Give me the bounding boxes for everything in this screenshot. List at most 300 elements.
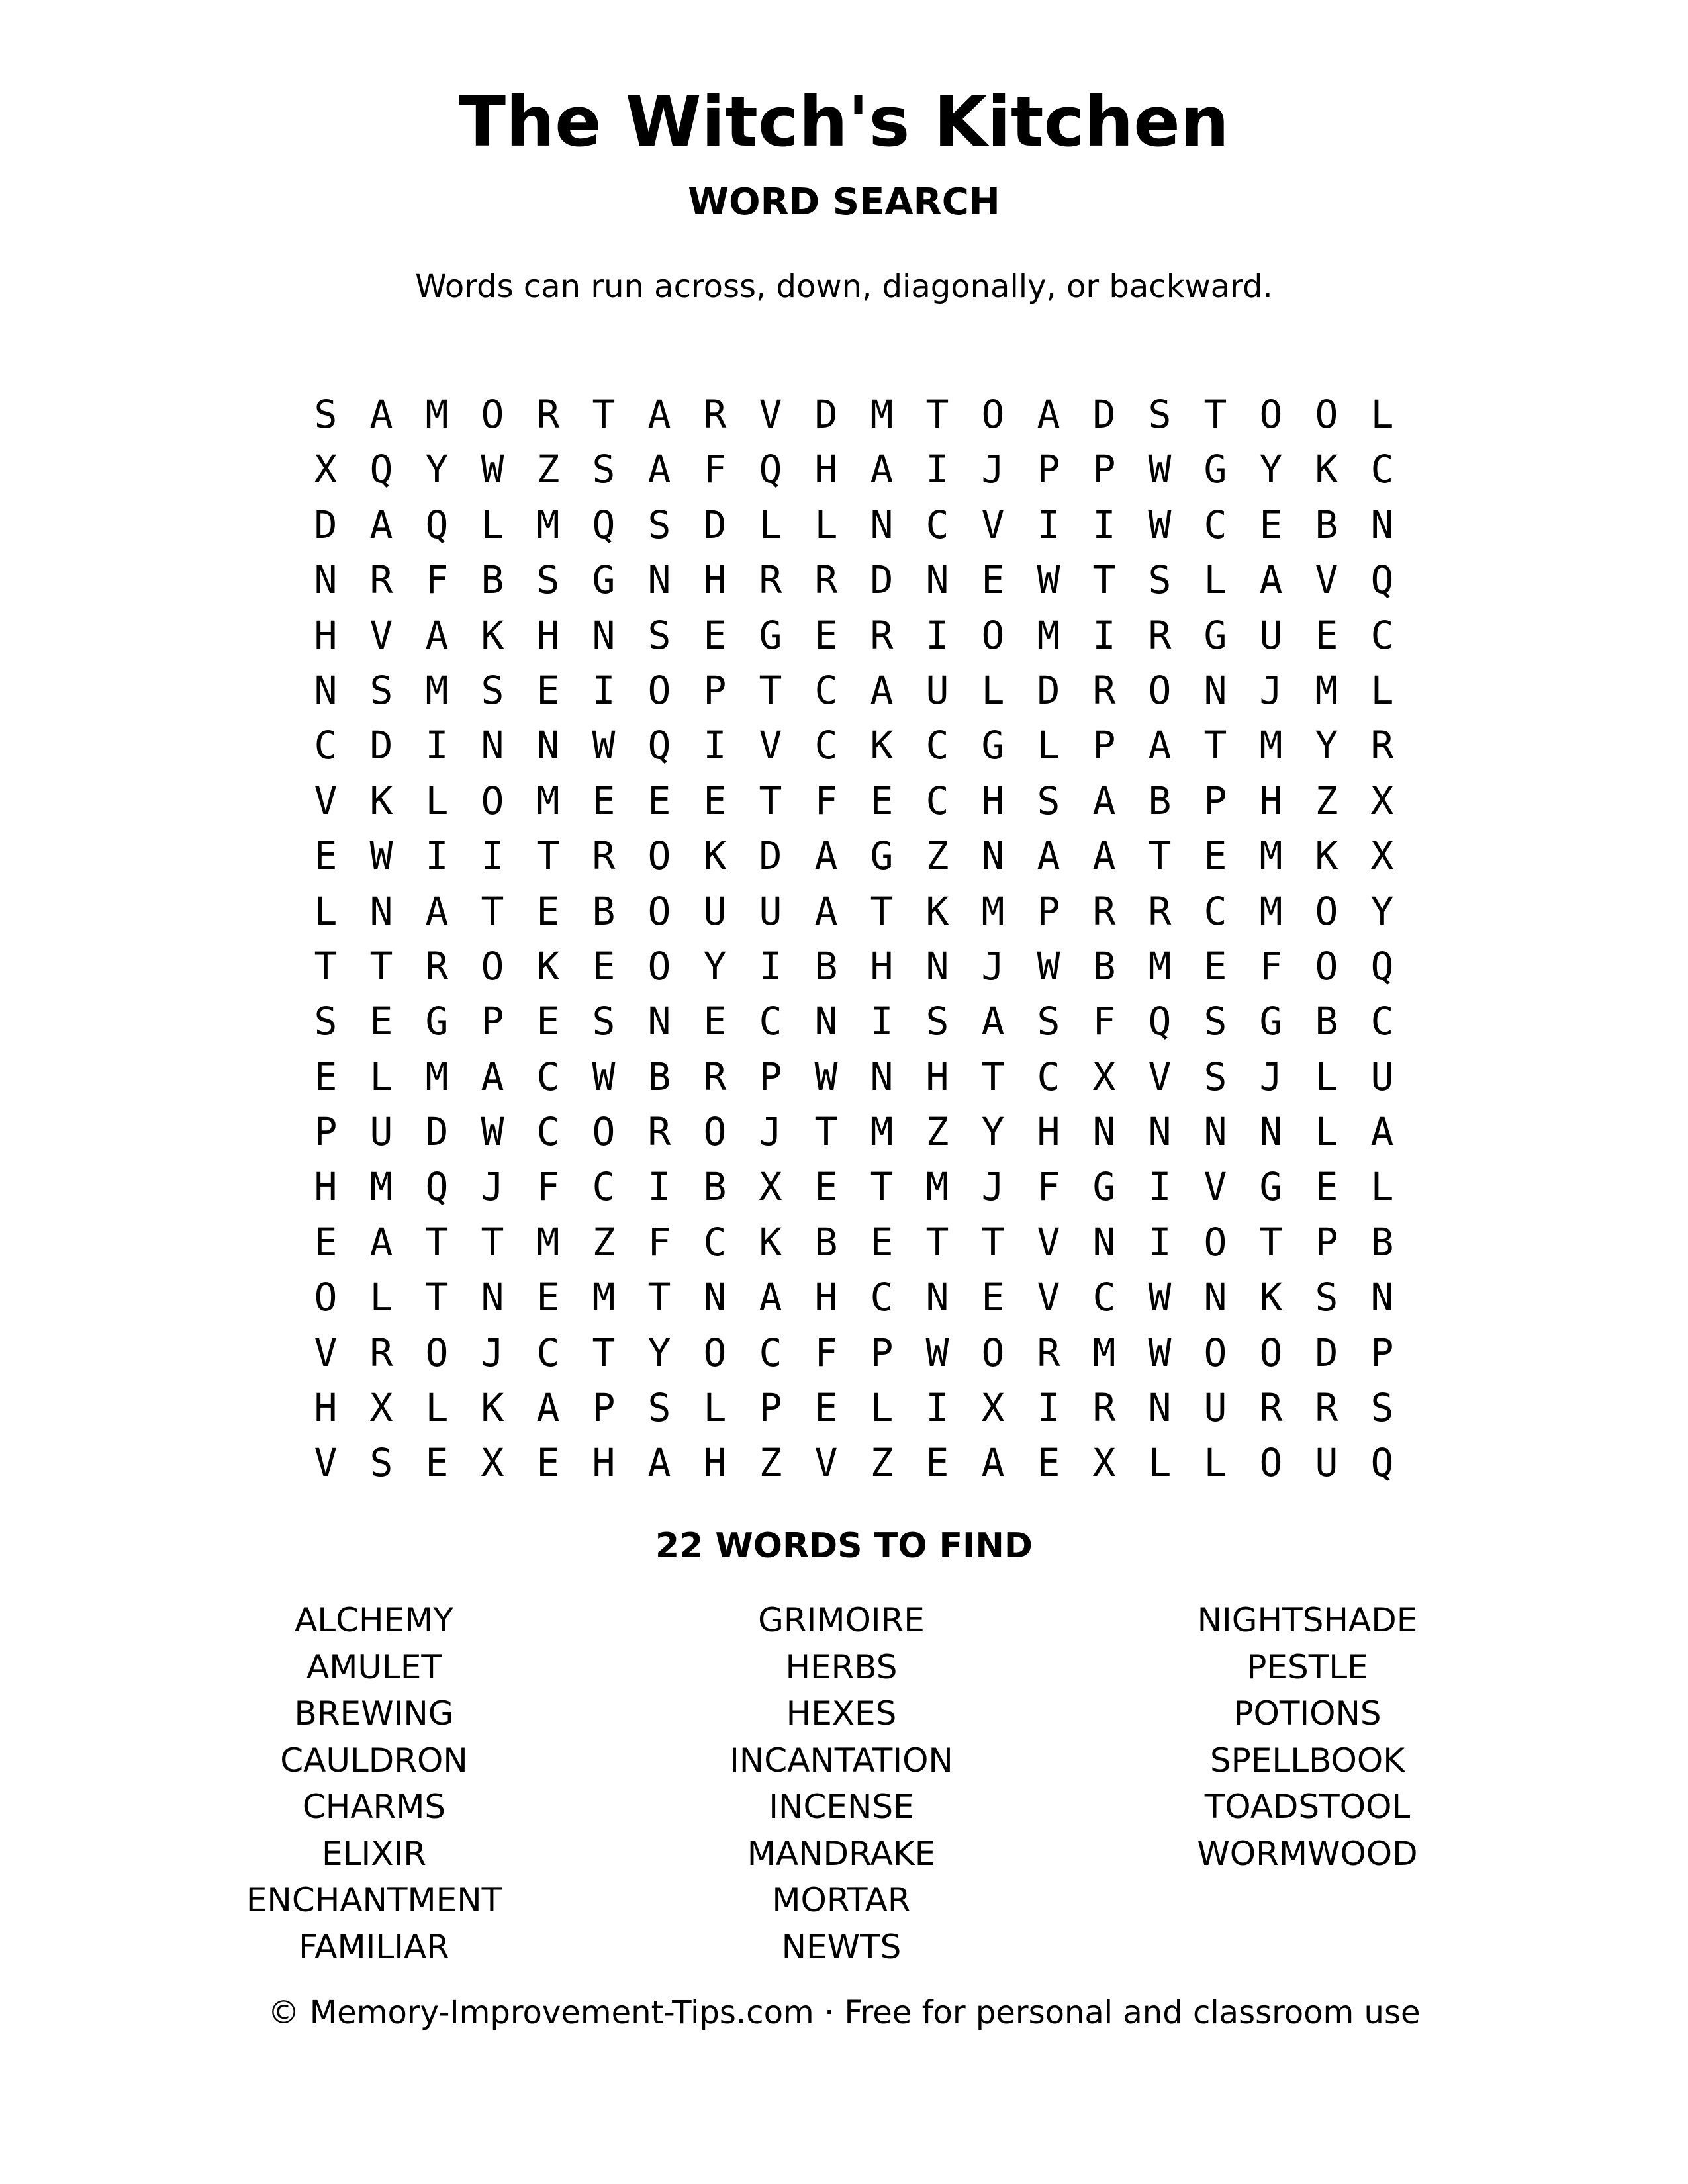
grid-letter: C — [314, 723, 338, 768]
grid-letter: S — [647, 1385, 671, 1431]
grid-letter: D — [703, 502, 727, 547]
grid-letter: H — [314, 1164, 338, 1210]
grid-letter: L — [1037, 723, 1060, 768]
grid-letter: M — [425, 667, 449, 713]
grid-letter: L — [425, 778, 449, 823]
grid-letter: O — [481, 392, 504, 437]
grid-letter: K — [925, 888, 949, 934]
grid-letter: F — [536, 1164, 560, 1210]
grid-letter: V — [1203, 1164, 1227, 1210]
grid-letter: S — [647, 502, 671, 547]
grid-letter: P — [592, 1385, 616, 1431]
grid-letter: S — [536, 557, 560, 603]
grid-row — [298, 663, 1410, 718]
grid-letter: E — [1203, 833, 1227, 879]
grid-letter: L — [814, 502, 838, 547]
grid-letter: S — [647, 612, 671, 658]
grid-letter: D — [1037, 667, 1060, 713]
grid-letter: A — [1092, 778, 1116, 823]
grid-letter: L — [1315, 1054, 1338, 1099]
grid-letter: S — [592, 447, 616, 492]
grid-letter: Q — [425, 502, 449, 547]
grid-letter: R — [1259, 1385, 1283, 1431]
grid-letter: V — [759, 723, 782, 768]
grid-letter: S — [1148, 557, 1172, 603]
grid-letter: M — [1315, 667, 1338, 713]
word-list-column-2 — [610, 1597, 1073, 1970]
word-list-item: GRIMOIRE — [758, 1601, 925, 1639]
grid-letter: E — [314, 1054, 338, 1099]
grid-letter: U — [369, 1109, 393, 1155]
page-title: The Witch's Kitchen — [459, 81, 1229, 162]
grid-letter: J — [481, 1330, 504, 1375]
grid-letter: D — [870, 557, 894, 603]
grid-letter: R — [425, 943, 449, 989]
word-list-column-1 — [142, 1597, 606, 1970]
grid-letter: W — [1148, 447, 1172, 492]
grid-letter: J — [1259, 1054, 1283, 1099]
grid-letter: X — [1092, 1054, 1116, 1099]
grid-letter: W — [481, 1109, 504, 1155]
grid-row — [298, 1381, 1410, 1435]
grid-letter: C — [536, 1054, 560, 1099]
word-list-item: AMULET — [306, 1647, 442, 1686]
grid-letter: J — [481, 1164, 504, 1210]
grid-letter: O — [1259, 392, 1283, 437]
grid-letter: E — [703, 612, 727, 658]
grid-letter: R — [1148, 888, 1172, 934]
grid-letter: C — [814, 667, 838, 713]
grid-letter: W — [814, 1054, 838, 1099]
grid-row — [298, 718, 1410, 773]
grid-letter: E — [425, 1440, 449, 1486]
grid-letter: Q — [1370, 557, 1394, 603]
grid-letter: X — [1370, 778, 1394, 823]
grid-letter: A — [1148, 723, 1172, 768]
grid-row — [298, 1105, 1410, 1160]
grid-letter: K — [703, 833, 727, 879]
word-list-heading: 22 WORDS TO FIND — [655, 1526, 1033, 1566]
grid-letter: T — [870, 1164, 894, 1210]
grid-letter: T — [314, 943, 338, 989]
grid-letter: C — [814, 723, 838, 768]
grid-letter: N — [1203, 1275, 1227, 1320]
grid-letter: P — [870, 1330, 894, 1375]
grid-letter: M — [425, 1054, 449, 1099]
grid-letter: M — [425, 392, 449, 437]
grid-letter: C — [1203, 502, 1227, 547]
grid-letter: C — [870, 1275, 894, 1320]
grid-letter: X — [481, 1440, 504, 1486]
grid-letter: Z — [1315, 778, 1338, 823]
grid-letter: N — [1148, 1109, 1172, 1155]
grid-letter: P — [703, 667, 727, 713]
word-list-item: CHARMS — [302, 1788, 446, 1826]
grid-letter: B — [592, 888, 616, 934]
grid-letter: Y — [647, 1330, 671, 1375]
grid-letter: V — [369, 612, 393, 658]
grid-letter: C — [1370, 999, 1394, 1044]
grid-letter: E — [703, 778, 727, 823]
grid-letter: G — [1259, 1164, 1283, 1210]
grid-letter: S — [592, 999, 616, 1044]
grid-letter: T — [925, 1219, 949, 1265]
grid-letter: J — [1259, 667, 1283, 713]
grid-letter: E — [925, 1440, 949, 1486]
grid-letter: E — [1203, 943, 1227, 989]
grid-letter: N — [981, 833, 1005, 879]
grid-letter: B — [1315, 999, 1338, 1044]
grid-letter: O — [1148, 667, 1172, 713]
grid-letter: F — [814, 1330, 838, 1375]
grid-letter: T — [870, 888, 894, 934]
grid-letter: Y — [1315, 723, 1338, 768]
grid-letter: T — [1203, 723, 1227, 768]
grid-letter: S — [925, 999, 949, 1044]
grid-letter: S — [1370, 1385, 1394, 1431]
grid-letter: O — [1315, 888, 1338, 934]
grid-letter: L — [314, 888, 338, 934]
word-list-item: SPELLBOOK — [1209, 1741, 1405, 1780]
grid-letter: N — [703, 1275, 727, 1320]
grid-letter: G — [759, 612, 782, 658]
word-list-item: MORTAR — [772, 1881, 911, 1919]
grid-row — [298, 884, 1410, 939]
grid-letter: S — [314, 999, 338, 1044]
grid-letter: T — [592, 1330, 616, 1375]
grid-letter: R — [1037, 1330, 1060, 1375]
grid-letter: T — [759, 667, 782, 713]
grid-letter: O — [425, 1330, 449, 1375]
grid-row — [298, 1326, 1410, 1381]
grid-letter: S — [1315, 1275, 1338, 1320]
grid-letter: Z — [925, 833, 949, 879]
grid-letter: A — [759, 1275, 782, 1320]
grid-letter: A — [981, 1440, 1005, 1486]
grid-letter: N — [369, 888, 393, 934]
grid-letter: U — [925, 667, 949, 713]
grid-letter: H — [592, 1440, 616, 1486]
grid-letter: L — [425, 1385, 449, 1431]
grid-letter: M — [870, 1109, 894, 1155]
grid-letter: N — [925, 1275, 949, 1320]
grid-letter: W — [1037, 943, 1060, 989]
grid-letter: D — [814, 392, 838, 437]
grid-letter: K — [481, 1385, 504, 1431]
grid-letter: M — [536, 502, 560, 547]
grid-letter: N — [481, 1275, 504, 1320]
grid-letter: M — [1037, 612, 1060, 658]
grid-letter: U — [759, 888, 782, 934]
grid-letter: N — [1092, 1219, 1116, 1265]
word-list-column-3 — [1076, 1597, 1539, 1877]
grid-letter: O — [703, 1109, 727, 1155]
grid-letter: F — [1092, 999, 1116, 1044]
grid-letter: K — [1315, 833, 1338, 879]
grid-letter: E — [536, 667, 560, 713]
grid-letter: F — [647, 1219, 671, 1265]
grid-letter: X — [1092, 1440, 1116, 1486]
grid-letter: M — [1259, 723, 1283, 768]
grid-letter: E — [536, 1275, 560, 1320]
grid-letter: X — [981, 1385, 1005, 1431]
grid-letter: M — [981, 888, 1005, 934]
grid-letter: O — [647, 943, 671, 989]
grid-letter: J — [759, 1109, 782, 1155]
grid-letter: P — [1370, 1330, 1394, 1375]
grid-letter: T — [425, 1275, 449, 1320]
grid-letter: E — [870, 1219, 894, 1265]
word-list-item: NIGHTSHADE — [1197, 1601, 1418, 1639]
grid-letter: B — [1092, 943, 1116, 989]
grid-letter: S — [369, 1440, 393, 1486]
grid-letter: A — [369, 502, 393, 547]
grid-letter: A — [1037, 833, 1060, 879]
grid-letter: N — [647, 557, 671, 603]
grid-letter: Q — [369, 447, 393, 492]
grid-letter: Y — [981, 1109, 1005, 1155]
page-subtitle: WORD SEARCH — [688, 181, 1000, 224]
grid-letter: M — [1092, 1330, 1116, 1375]
grid-letter: M — [536, 778, 560, 823]
grid-letter: K — [1315, 447, 1338, 492]
grid-letter: I — [592, 667, 616, 713]
grid-letter: E — [1037, 1440, 1060, 1486]
grid-letter: V — [981, 502, 1005, 547]
grid-letter: S — [314, 392, 338, 437]
grid-letter: O — [1315, 392, 1338, 437]
grid-letter: A — [481, 1054, 504, 1099]
grid-letter: O — [647, 833, 671, 879]
grid-letter: N — [925, 557, 949, 603]
grid-letter: G — [1203, 612, 1227, 658]
grid-letter: H — [814, 1275, 838, 1320]
grid-row — [298, 829, 1410, 884]
grid-letter: E — [647, 778, 671, 823]
grid-letter: R — [536, 392, 560, 437]
grid-letter: O — [1203, 1330, 1227, 1375]
grid-letter: M — [1148, 943, 1172, 989]
grid-letter: Q — [592, 502, 616, 547]
grid-letter: N — [481, 723, 504, 768]
grid-letter: F — [1259, 943, 1283, 989]
grid-letter: R — [369, 557, 393, 603]
grid-letter: E — [536, 888, 560, 934]
word-list-item: PESTLE — [1246, 1647, 1368, 1686]
grid-letter: P — [1315, 1219, 1338, 1265]
grid-letter: M — [870, 392, 894, 437]
grid-letter: R — [1148, 612, 1172, 658]
grid-letter: D — [369, 723, 393, 768]
grid-letter: O — [1259, 1440, 1283, 1486]
grid-letter: T — [1092, 557, 1116, 603]
grid-letter: Q — [1370, 1440, 1394, 1486]
grid-letter: O — [1203, 1219, 1227, 1265]
grid-letter: R — [1092, 1385, 1116, 1431]
grid-letter: N — [647, 999, 671, 1044]
grid-letter: L — [481, 502, 504, 547]
grid-letter: N — [314, 667, 338, 713]
grid-row — [298, 774, 1410, 829]
grid-letter: U — [1259, 612, 1283, 658]
grid-letter: E — [814, 612, 838, 658]
grid-letter: Z — [759, 1440, 782, 1486]
grid-letter: B — [481, 557, 504, 603]
word-list-item: ALCHEMY — [295, 1601, 453, 1639]
grid-letter: N — [925, 943, 949, 989]
grid-letter: F — [703, 447, 727, 492]
grid-letter: L — [1203, 557, 1227, 603]
grid-letter: A — [1037, 392, 1060, 437]
grid-letter: G — [1259, 999, 1283, 1044]
grid-letter: V — [1148, 1054, 1172, 1099]
grid-letter: I — [1092, 612, 1116, 658]
grid-letter: B — [1370, 1219, 1394, 1265]
grid-letter: E — [814, 1164, 838, 1210]
grid-letter: H — [314, 612, 338, 658]
grid-letter: W — [1148, 502, 1172, 547]
grid-letter: G — [870, 833, 894, 879]
word-list-item: WORMWOOD — [1197, 1834, 1418, 1873]
grid-letter: W — [481, 447, 504, 492]
grid-letter: I — [1148, 1164, 1172, 1210]
grid-letter: A — [981, 999, 1005, 1044]
grid-letter: R — [647, 1109, 671, 1155]
grid-letter: L — [1315, 1109, 1338, 1155]
grid-letter: N — [314, 557, 338, 603]
grid-letter: R — [870, 612, 894, 658]
grid-letter: N — [1092, 1109, 1116, 1155]
grid-letter: V — [814, 1440, 838, 1486]
grid-row — [298, 1435, 1410, 1490]
grid-letter: X — [759, 1164, 782, 1210]
grid-letter: S — [1148, 392, 1172, 437]
grid-letter: C — [1092, 1275, 1116, 1320]
grid-letter: C — [759, 1330, 782, 1375]
grid-row — [298, 387, 1410, 442]
word-list-item: POTIONS — [1233, 1694, 1382, 1733]
grid-letter: G — [1203, 447, 1227, 492]
grid-letter: F — [1037, 1164, 1060, 1210]
grid-letter: H — [981, 778, 1005, 823]
grid-letter: L — [703, 1385, 727, 1431]
grid-letter: E — [314, 1219, 338, 1265]
grid-letter: R — [1370, 723, 1394, 768]
grid-letter: E — [592, 778, 616, 823]
grid-letter: H — [925, 1054, 949, 1099]
word-list-item: ELIXIR — [322, 1834, 426, 1873]
grid-letter: E — [592, 943, 616, 989]
grid-letter: T — [481, 888, 504, 934]
grid-letter: M — [592, 1275, 616, 1320]
grid-letter: O — [647, 888, 671, 934]
grid-letter: H — [1259, 778, 1283, 823]
grid-letter: R — [1315, 1385, 1338, 1431]
grid-letter: I — [425, 833, 449, 879]
grid-letter: A — [647, 447, 671, 492]
grid-letter: R — [369, 1330, 393, 1375]
grid-letter: W — [1148, 1275, 1172, 1320]
grid-letter: P — [1092, 447, 1116, 492]
grid-letter: E — [981, 557, 1005, 603]
grid-letter: C — [592, 1164, 616, 1210]
grid-letter: Y — [703, 943, 727, 989]
grid-letter: C — [759, 999, 782, 1044]
grid-letter: P — [759, 1054, 782, 1099]
grid-letter: A — [425, 888, 449, 934]
grid-letter: Z — [592, 1219, 616, 1265]
grid-letter: C — [1203, 888, 1227, 934]
grid-letter: R — [1092, 667, 1116, 713]
grid-letter: T — [425, 1219, 449, 1265]
grid-letter: A — [425, 612, 449, 658]
word-list-item: FAMILIAR — [299, 1927, 449, 1966]
grid-row — [298, 553, 1410, 608]
grid-letter: O — [981, 612, 1005, 658]
grid-letter: K — [870, 723, 894, 768]
grid-letter: I — [481, 833, 504, 879]
grid-letter: U — [1315, 1440, 1338, 1486]
grid-letter: Q — [647, 723, 671, 768]
word-list-item: ENCHANTMENT — [246, 1881, 502, 1919]
grid-letter: A — [1370, 1109, 1394, 1155]
grid-letter: A — [814, 833, 838, 879]
grid-letter: B — [647, 1054, 671, 1099]
grid-letter: F — [814, 778, 838, 823]
grid-row — [298, 1270, 1410, 1325]
grid-letter: H — [1037, 1109, 1060, 1155]
grid-letter: T — [759, 778, 782, 823]
grid-letter: T — [925, 392, 949, 437]
grid-row — [298, 608, 1410, 663]
grid-letter: P — [1092, 723, 1116, 768]
grid-letter: N — [592, 612, 616, 658]
grid-letter: P — [759, 1385, 782, 1431]
grid-letter: C — [536, 1330, 560, 1375]
grid-letter: Q — [759, 447, 782, 492]
grid-letter: V — [1037, 1275, 1060, 1320]
grid-letter: L — [1148, 1440, 1172, 1486]
grid-letter: B — [703, 1164, 727, 1210]
grid-letter: P — [1203, 778, 1227, 823]
grid-letter: B — [1148, 778, 1172, 823]
grid-letter: R — [703, 392, 727, 437]
grid-letter: A — [647, 1440, 671, 1486]
grid-letter: S — [481, 667, 504, 713]
grid-letter: H — [314, 1385, 338, 1431]
grid-letter: V — [1315, 557, 1338, 603]
grid-letter: L — [369, 1275, 393, 1320]
grid-letter: O — [481, 778, 504, 823]
grid-letter: J — [981, 943, 1005, 989]
grid-letter: N — [1203, 1109, 1227, 1155]
grid-letter: I — [1037, 1385, 1060, 1431]
grid-row — [298, 1215, 1410, 1270]
grid-row — [298, 498, 1410, 553]
grid-letter: O — [314, 1275, 338, 1320]
grid-letter: E — [369, 999, 393, 1044]
grid-letter: T — [1259, 1219, 1283, 1265]
grid-letter: P — [1037, 447, 1060, 492]
grid-letter: I — [925, 1385, 949, 1431]
grid-letter: E — [1315, 612, 1338, 658]
grid-letter: R — [703, 1054, 727, 1099]
grid-letter: B — [1315, 502, 1338, 547]
grid-letter: X — [314, 447, 338, 492]
grid-letter: H — [870, 943, 894, 989]
grid-letter: H — [703, 557, 727, 603]
instructions-text: Words can run across, down, diagonally, or backward. — [415, 268, 1273, 305]
